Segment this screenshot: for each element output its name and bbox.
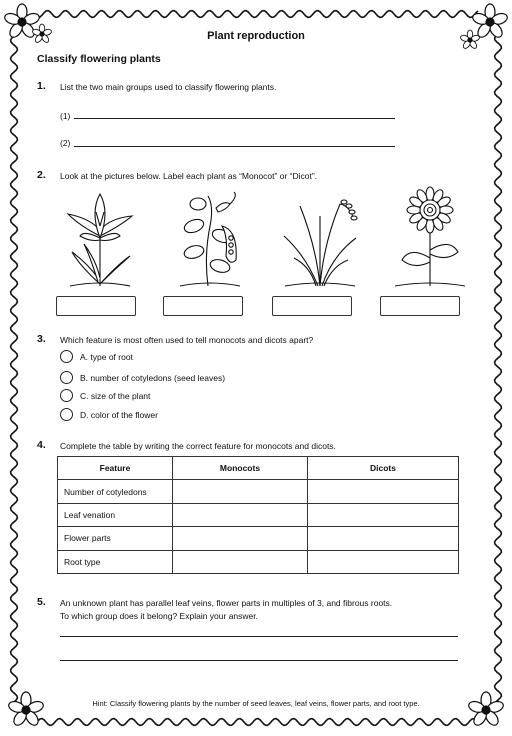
table-row	[58, 503, 459, 526]
option-d-radio[interactable]	[60, 408, 73, 421]
table-row	[58, 550, 459, 573]
dicot-cell[interactable]	[308, 503, 459, 526]
monocot-cell[interactable]	[173, 550, 308, 573]
feature-table	[57, 456, 459, 574]
label-box-lily[interactable]	[56, 296, 136, 316]
q3-number: 3.	[37, 333, 46, 345]
q1-blank-label-1: (1)	[60, 111, 71, 121]
label-box-grass[interactable]	[272, 296, 352, 316]
dicot-cell[interactable]	[308, 527, 459, 550]
lily-plant-icon	[68, 194, 132, 286]
option-c-label: C. size of the plant	[80, 391, 151, 401]
q1-answer-line-2[interactable]	[74, 146, 395, 147]
flower-corner-icon	[7, 692, 44, 728]
monocot-cell[interactable]	[173, 527, 308, 550]
label-box-sunflower[interactable]	[380, 296, 460, 316]
row-label: Leaf venation	[58, 503, 173, 526]
q5-text-line-2: To which group does it belong? Explain your answer.	[60, 611, 258, 621]
q5-text-line-1: An unknown plant has parallel leaf veins, flower parts in multiples of 3, and fibrous roots.	[60, 598, 393, 608]
q1-blank-label-2: (2)	[60, 138, 71, 148]
header-feature: Feature	[58, 457, 173, 480]
header-dicots: Dicots	[308, 457, 459, 480]
q5-number: 5.	[37, 596, 46, 608]
monocot-cell[interactable]	[173, 503, 308, 526]
monocot-cell[interactable]	[173, 480, 308, 503]
table-row	[58, 480, 459, 503]
option-a-label: A. type of root	[80, 352, 133, 362]
q2-number: 2.	[37, 169, 46, 181]
row-label: Number of cotyledons	[58, 480, 173, 503]
q1-number: 1.	[37, 80, 46, 92]
q1-text: List the two main groups used to classify flowering plants.	[60, 82, 277, 92]
label-box-pea[interactable]	[163, 296, 243, 316]
q4-text: Complete the table by writing the correct feature for monocots and dicots.	[60, 441, 336, 451]
grass-rice-plant-icon	[284, 200, 357, 286]
q3-text: Which feature is most often used to tell monocots and dicots apart?	[60, 335, 314, 345]
dicot-cell[interactable]	[308, 550, 459, 573]
page-title: Plant reproduction	[207, 30, 305, 42]
pea-plant-icon	[180, 192, 240, 286]
hint-text: Hint: Classify flowering plants by the number of seed leaves, leaf veins, flower parts, and root type.	[92, 699, 420, 708]
option-c-radio[interactable]	[60, 389, 73, 402]
row-label: Root type	[58, 550, 173, 573]
plant-pictures	[50, 186, 470, 296]
option-a-radio[interactable]	[60, 350, 73, 363]
table-header-row	[58, 457, 459, 480]
q2-text: Look at the pictures below. Label each plant as “Monocot” or “Dicot”.	[60, 171, 318, 181]
worksheet-subtitle: Classify flowering plants	[37, 53, 161, 65]
q4-number: 4.	[37, 439, 46, 451]
header-monocots: Monocots	[173, 457, 308, 480]
option-b-label: B. number of cotyledons (seed leaves)	[80, 373, 226, 383]
flower-corner-icon	[467, 692, 504, 728]
dicot-cell[interactable]	[308, 480, 459, 503]
q5-answer-line-1[interactable]	[60, 636, 458, 637]
table-row	[58, 527, 459, 550]
row-label: Flower parts	[58, 527, 173, 550]
q5-answer-line-2[interactable]	[60, 660, 458, 661]
option-b-radio[interactable]	[60, 371, 73, 384]
sunflower-plant-icon	[395, 187, 465, 286]
q1-answer-line-1[interactable]	[74, 118, 395, 119]
option-d-label: D. color of the flower	[80, 410, 158, 420]
